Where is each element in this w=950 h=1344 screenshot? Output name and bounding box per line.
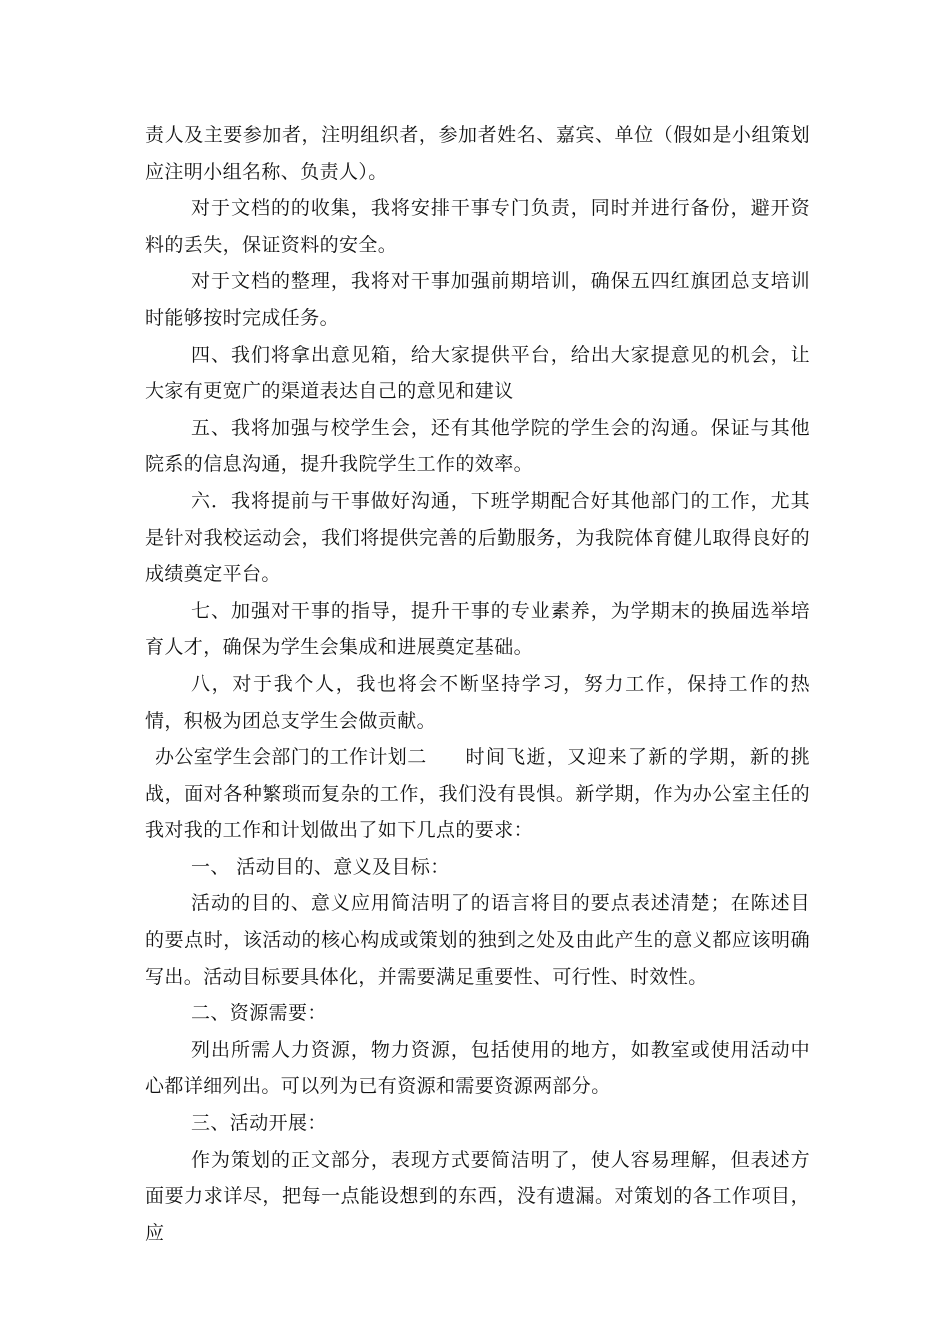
paragraph-12: 列出所需人力资源，物力资源，包括使用的地方，如教室或使用活动中心都详细列出。可以列为已有资源和需要资源两部分。	[145, 1038, 810, 1098]
paragraph-6: 六．我将提前与干事做好沟通，下班学期配合好其他部门的工作，尤其是针对我校运动会，我们将提供完善的后勤服务，为我院体育健儿取得良好的成绩奠定平台。	[145, 489, 810, 586]
paragraph-8: 八，对于我个人，我也将会不断坚持学习，努力工作，保持工作的热情，积极为团总支学生会做贡献。	[145, 672, 810, 732]
section-intro: 时间飞逝，又迎来了新的学期，新的挑战，面对各种繁琐而复杂的工作，我们没有畏惧。新学期，作为办公室主任的我对我的工作和计划做出了如下几点的要求：	[145, 746, 810, 842]
paragraph-11: 二、资源需要：	[191, 1002, 327, 1025]
paragraph-5: 五、我将加强与校学生会，还有其他学院的学生会的沟通。保证与其他院系的信息沟通，提升我院学生工作的效率。	[145, 416, 810, 476]
section-heading: 办公室学生会部门的工作计划二	[155, 746, 427, 769]
paragraph-3: 对于文档的整理，我将对干事加强前期培训，确保五四红旗团总支培训时能够按时完成任务。	[145, 270, 810, 329]
document-body	[145, 117, 810, 1251]
paragraph-7: 七、加强对干事的指导，提升干事的专业素养，为学期末的换届选举培育人才，确保为学生会集成和进展奠定基础。	[145, 599, 810, 659]
section-paragraph	[145, 739, 810, 849]
paragraph-2: 对于文档的的收集，我将安排干事专门负责，同时并进行备份，避开资料的丢失，保证资料的安全。	[145, 197, 810, 256]
paragraph-1: 责人及主要参加者，注明组织者，参加者姓名、嘉宾、单位（假如是小组策划应注明小组名称、负责人）。	[145, 124, 810, 183]
paragraph-4: 四、我们将拿出意见箱，给大家提供平台，给出大家提意见的机会，让大家有更宽广的渠道表达自己的意见和建议	[145, 343, 810, 403]
paragraph-14: 作为策划的正文部分，表现方式要简洁明了，使人容易理解，但表述方面要力求详尽，把每一点能设想到的东西，没有遗漏。对策划的各工作项目，应	[145, 1148, 810, 1244]
paragraph-10: 活动的目的、意义应用简洁明了的语言将目的要点表述清楚；在陈述目的要点时，该活动的核心构成或策划的独到之处及由此产生的意义都应该明确写出。活动目标要具体化，并需要满足重要性、可行性、时效性。	[145, 892, 810, 988]
paragraph-13: 三、活动开展：	[191, 1112, 327, 1135]
paragraph-9: 一、 活动目的、意义及目标：	[191, 855, 450, 878]
